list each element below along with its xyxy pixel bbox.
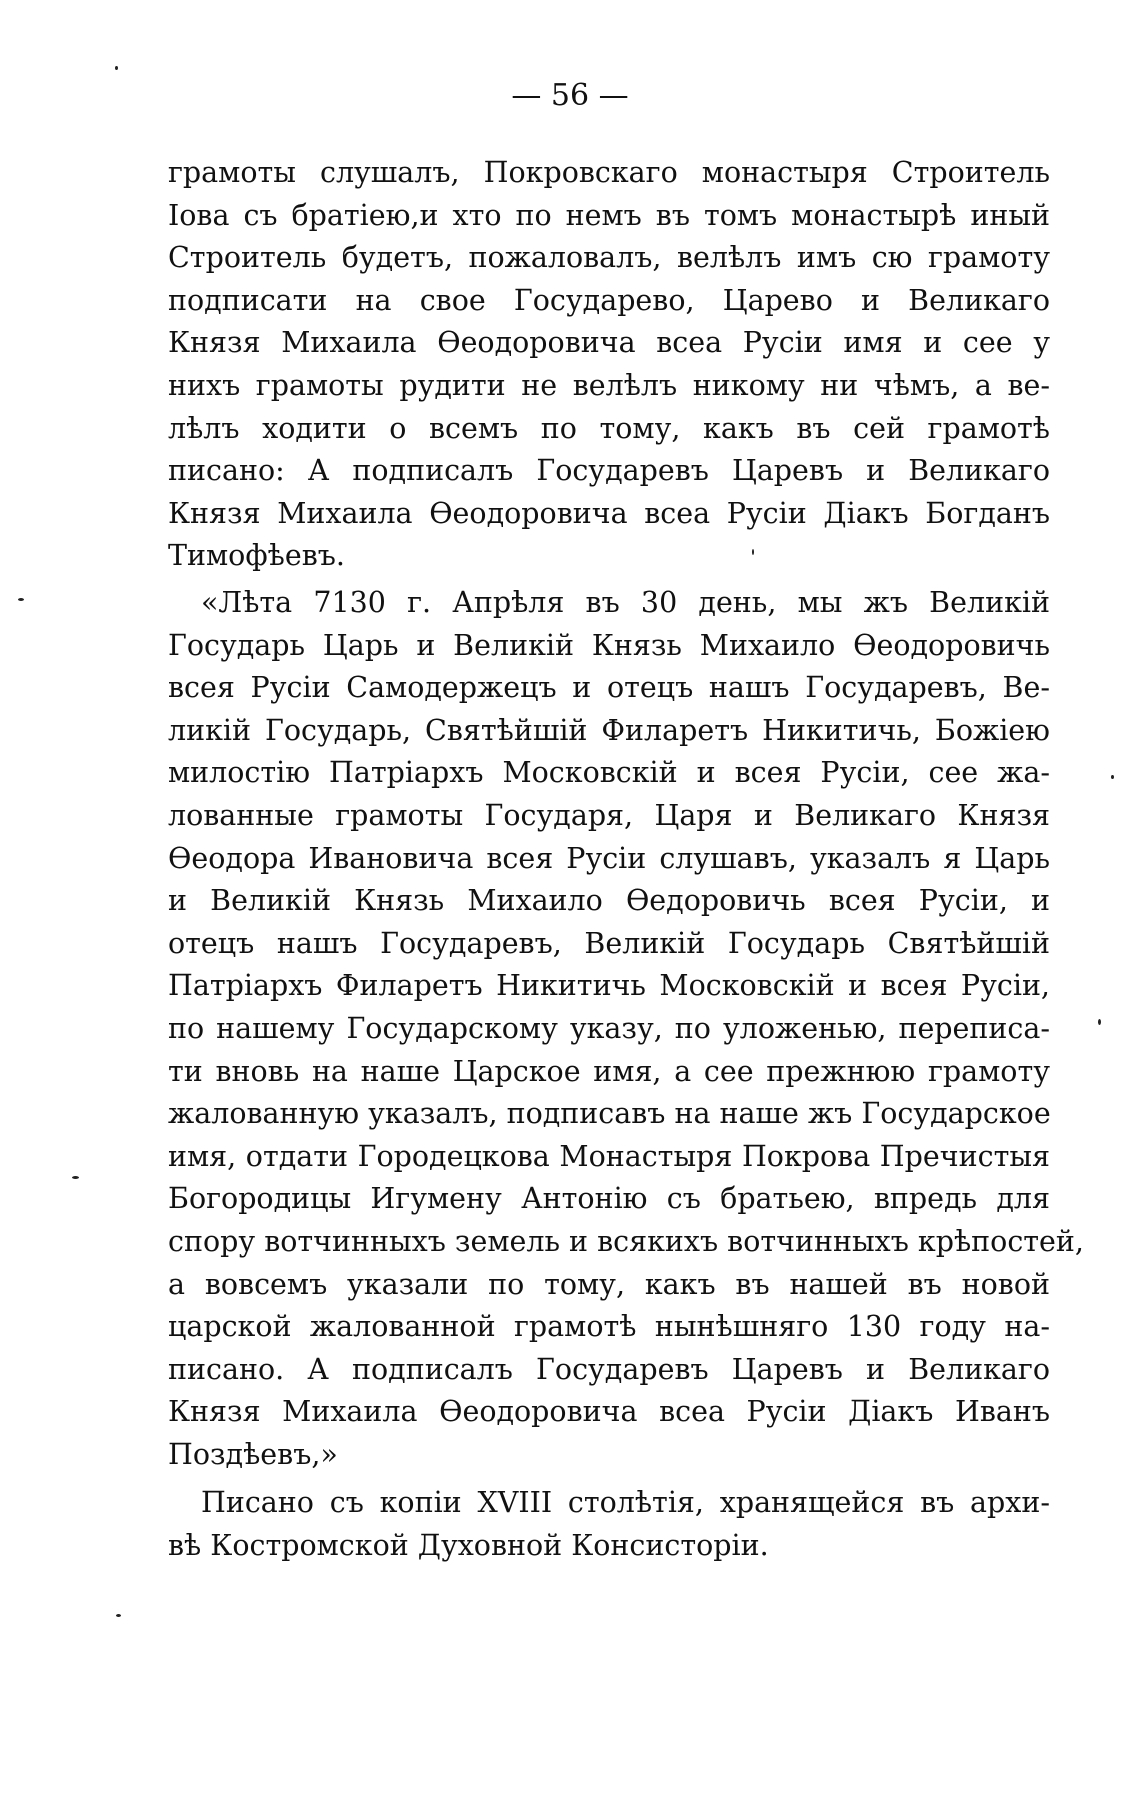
- text-line: грамоты слушалъ, Покровскаго монастыря Строитель: [168, 156, 1050, 189]
- text-line: Тимофѣевъ.: [168, 539, 345, 573]
- text-line: жалованную указалъ, подписавъ на наше жъ Государское: [168, 1097, 1051, 1131]
- paragraph-2: [168, 582, 1084, 1476]
- text-line: Богородицы Игумену Антонію съ братьею, впредь для: [168, 1182, 1050, 1216]
- text-line: спору вотчинныхъ земель и всякихъ вотчинныхъ крѣпостей,: [168, 1224, 1084, 1258]
- text-line: Іова съ братіею,и хто по немъ въ томъ монастырѣ иный: [168, 198, 1050, 232]
- scan-speck: [752, 549, 754, 555]
- text-line: Князя Михаила Ѳеодоровича всеа Русіи Діакъ Иванъ: [168, 1395, 1050, 1429]
- text-line: и Великій Князь Михаило Ѳедоровичь всея Русіи, и: [168, 884, 1050, 918]
- text-line: ликій Государь, Святѣйшій Филаретъ Никитичь, Божіею: [168, 713, 1050, 747]
- text-line: нихъ грамоты рудити не велѣлъ никому ни чѣмъ, а ве-: [168, 368, 1050, 402]
- text-line: Ѳеодора Ивановича всея Русіи слушавъ, указалъ я Царь: [168, 841, 1050, 875]
- text-line: милостію Патріархъ Московскій и всея Русіи, сее жа-: [168, 756, 1050, 790]
- text-line: Писано съ копіи XVIII столѣтія, хранящейся въ архи-: [201, 1486, 1050, 1519]
- text-line: ти вновь на наше Царское имя, а сее прежнюю грамоту: [168, 1054, 1050, 1088]
- paragraph-1: [168, 152, 1050, 578]
- text-line: Князя Михаила Ѳеодоровича всеа Русіи имя и сее у: [168, 326, 1050, 360]
- text-line: а вовсемъ указали по тому, какъ въ нашей въ новой: [168, 1267, 1050, 1301]
- text-line: имя, отдати Городецкова Монастыря Покрова Пречистыя: [168, 1139, 1050, 1173]
- text-line: писано. А подписалъ Государевъ Царевъ и Великаго: [168, 1352, 1050, 1386]
- scan-speck: [72, 1176, 79, 1179]
- paragraph-3: [168, 1482, 1050, 1567]
- text-line: царской жалованной грамотѣ нынѣшняго 130 году на-: [168, 1310, 1050, 1344]
- text-line: Князя Михаила Ѳеодоровича всеа Русіи Діакъ Богданъ: [168, 496, 1050, 530]
- text-line: по нашему Государскому указу, по уложенью, переписа-: [168, 1011, 1050, 1045]
- text-line: всея Русіи Самодержецъ и отецъ нашъ Государевъ, Ве-: [168, 671, 1050, 705]
- text-line: «Лѣта 7130 г. Апрѣля въ 30 день, мы жъ Великій: [201, 586, 1050, 619]
- text-line: Строитель будетъ, пожаловалъ, велѣлъ имъ сю грамоту: [168, 241, 1050, 275]
- scan-speck: [116, 1614, 121, 1617]
- scan-speck: [115, 66, 118, 70]
- text-line: подписати на свое Государево, Царево и Великаго: [168, 283, 1050, 317]
- text-line: лованные грамоты Государя, Царя и Великаго Князя: [168, 798, 1050, 832]
- text-line: лѣлъ ходити о всемъ по тому, какъ въ сей грамотѣ: [168, 411, 1050, 445]
- text-line: писано: А подписалъ Государевъ Царевъ и Великаго: [168, 454, 1050, 488]
- text-line: Патріархъ Филаретъ Никитичь Московскій и всея Русіи,: [168, 969, 1050, 1003]
- scan-speck: [18, 598, 24, 601]
- scan-speck: [1098, 1019, 1101, 1025]
- text-line: отецъ нашъ Государевъ, Великій Государь Святѣйшій: [168, 926, 1050, 960]
- scan-speck: [1111, 775, 1114, 779]
- page-number: — 56 —: [511, 78, 629, 113]
- text-line: Поздѣевъ,»: [168, 1437, 338, 1471]
- text-line: Государь Царь и Великій Князь Михаило Ѳеодоровичь: [168, 628, 1050, 662]
- text-line: вѣ Костромской Духовной Консисторіи.: [168, 1528, 769, 1562]
